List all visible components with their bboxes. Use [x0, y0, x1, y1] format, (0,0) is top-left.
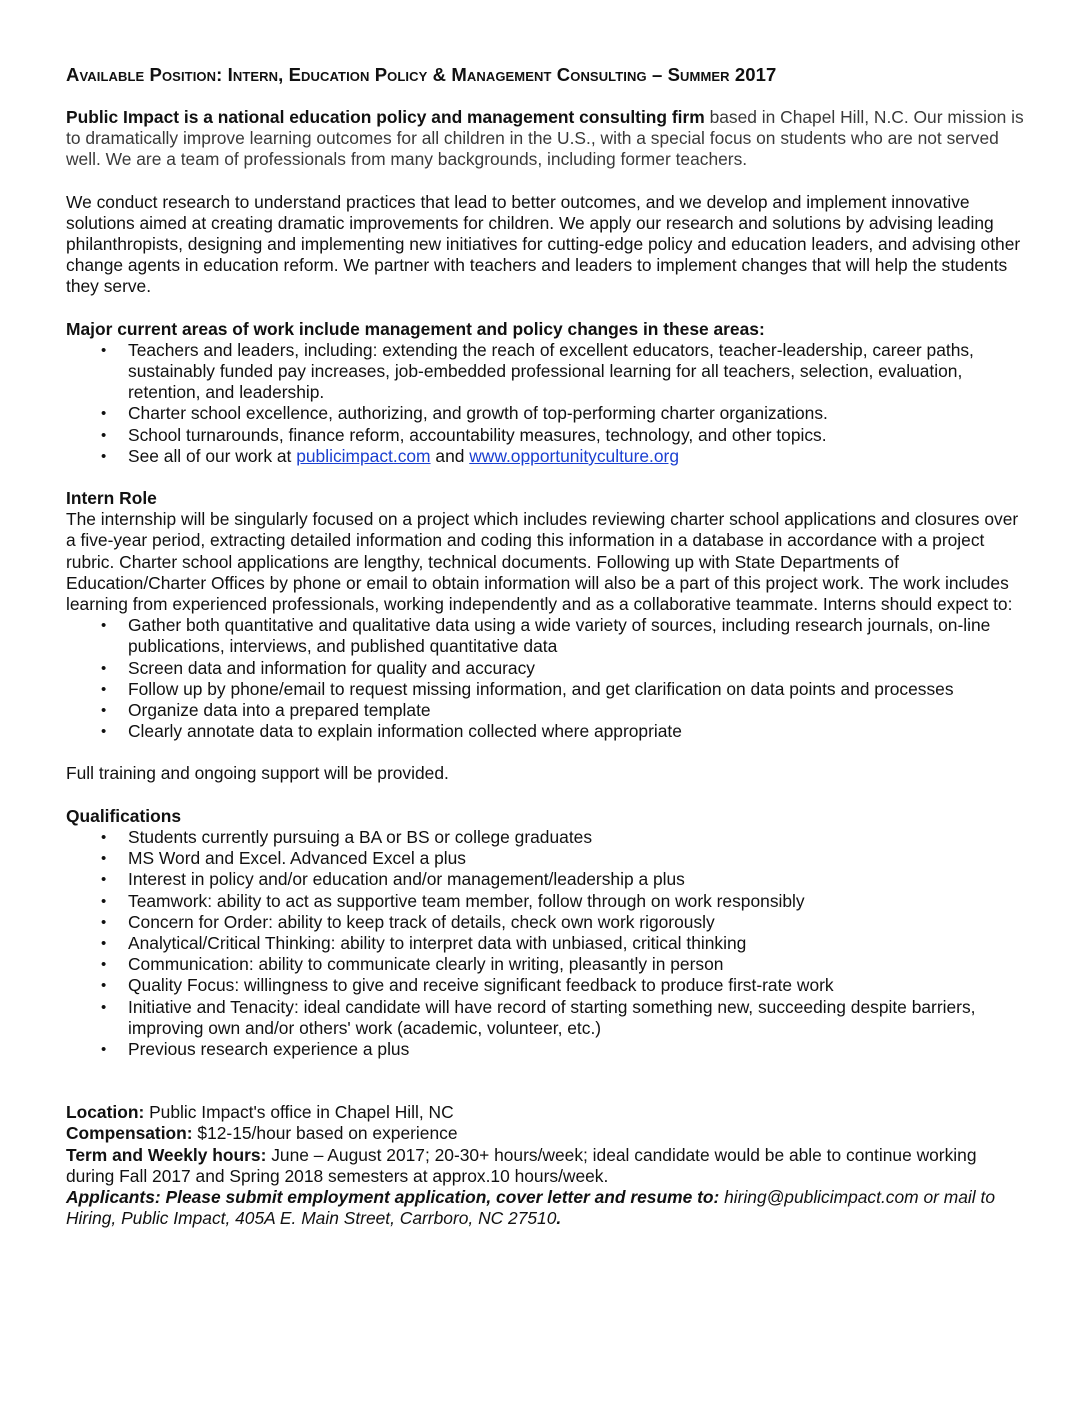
- section-gap: [66, 1081, 1028, 1102]
- work-areas-section: [66, 319, 1028, 467]
- list-item: • Interest in policy and/or education and/or management/leadership a plus: [66, 869, 1028, 890]
- list-item: • Communication: ability to communicate clearly in writing, pleasantly in person: [66, 954, 1028, 975]
- intro-rest: based in Chapel Hill, N.C. Our mission is to dramatically improve learning outcomes for all children in the U.S., with a special focus on students who are not served well. We are a team of professionals from many backgrounds, including former teachers.: [66, 107, 1024, 170]
- list-item: • Analytical/Critical Thinking: ability to interpret data with unbiased, critical thinking: [66, 933, 1028, 954]
- research-paragraph: We conduct research to understand practices that lead to better outcomes, and we develop and implement innovative solutions aimed at creating dramatic improvements for children. We apply our research and solutions by advising leading philanthropists, designing and implementing new initiatives for cutting-edge policy and education leaders, and advising other change agents in education reform. We partner with teachers and leaders to implement changes that will help the students they serve.: [66, 191, 1021, 297]
- intro-paragraph: [66, 107, 1028, 171]
- applicants-line: [66, 1187, 1028, 1229]
- intern-role-heading: Intern Role: [66, 488, 157, 509]
- intro-bold-lead: Public Impact is a national education policy and management consulting firm: [66, 107, 705, 127]
- list-item: • Clearly annotate data to explain information collected where appropriate: [66, 721, 1028, 742]
- applicants-end: .: [556, 1208, 562, 1229]
- title-text: Available Position: Intern, Education Policy & Management Consulting – Summer 2017: [66, 64, 777, 85]
- compensation-line: [66, 1123, 1028, 1144]
- list-item: • Quality Focus: willingness to give and receive significant feedback to produce first-rate work: [66, 975, 1028, 996]
- qualifications-list: [66, 827, 1028, 1060]
- list-item: • Concern for Order: ability to keep track of details, check own work rigorously: [66, 912, 1028, 933]
- see-all-prefix: See all of our work at: [128, 445, 297, 466]
- list-item: • Gather both quantitative and qualitative data using a wide variety of sources, including research journals, on-line publications, interviews, and published quantitative data: [66, 615, 1028, 657]
- list-item: • School turnarounds, finance reform, accountability measures, technology, and other topics.: [66, 425, 1028, 446]
- qualifications-section: [66, 806, 1028, 1060]
- work-areas-heading: Major current areas of work include management and policy changes in these areas:: [66, 318, 765, 339]
- list-item: • MS Word and Excel. Advanced Excel a plus: [66, 848, 1028, 869]
- opportunityculture-link[interactable]: www.opportunityculture.org: [469, 445, 680, 466]
- list-item: • Organize data into a prepared template: [66, 700, 1028, 721]
- location-line: [66, 1102, 1028, 1123]
- applicants-label: Applicants: Please submit employment application, cover letter and resume to:: [66, 1186, 720, 1207]
- list-item: • Follow up by phone/email to request missing information, and get clarification on data points and processes: [66, 679, 1028, 700]
- list-item: • Teamwork: ability to act as supportive team member, follow through on work responsibly: [66, 891, 1028, 912]
- list-item: • Charter school excellence, authorizing, and growth of top-performing charter organizations.: [66, 403, 1028, 424]
- qualifications-heading: Qualifications: [66, 805, 181, 826]
- term-value: June – August 2017; 20-30+ hours/week; ideal candidate would be able to continue working during Fall 2017 and Spring 2018 semesters at approx.10 hours/week.: [66, 1144, 977, 1186]
- work-areas-list: [66, 340, 1028, 467]
- intern-role-list: [66, 615, 1028, 742]
- list-item: [66, 446, 1028, 467]
- training-note: Full training and ongoing support will be provided.: [66, 763, 449, 784]
- compensation-value: $12-15/hour based on experience: [192, 1123, 458, 1144]
- list-item: • Initiative and Tenacity: ideal candidate will have record of starting something new, succeeding despite barriers, improving own and/or others' work (academic, volunteer, etc.): [66, 997, 1028, 1039]
- location-value: Public Impact's office in Chapel Hill, NC: [144, 1102, 454, 1123]
- list-item: • Students currently pursuing a BA or BS or college graduates: [66, 827, 1028, 848]
- publicimpact-link[interactable]: publicimpact.com: [296, 445, 431, 466]
- term-label: Term and Weekly hours:: [66, 1144, 267, 1165]
- intern-role-body: The internship will be singularly focused on a project which includes reviewing charter school applications and closures over a five-year period, extracting detailed information and coding this information in a database in accordance with a project rubric. Charter school applications are lengthy, technical documents. Following up with State Departments of Education/Charter Offices by phone or email to obtain information will also be a part of this project work. The work includes learning from experienced professionals, working independently and as a collaborative teammate. Interns should expect to:: [66, 509, 1019, 615]
- intern-role-section: [66, 488, 1028, 742]
- location-label: Location:: [66, 1102, 145, 1123]
- page-title: [66, 64, 1028, 86]
- list-item: • Screen data and information for quality and accuracy: [66, 658, 1028, 679]
- list-item: • Teachers and leaders, including: extending the reach of excellent educators, teacher-leadership, career paths, sustainably funded pay increases, job-embedded professional learning for all teachers, selection, evaluation, retention, and leadership.: [66, 340, 1028, 404]
- compensation-label: Compensation:: [66, 1123, 193, 1144]
- and-text: and: [430, 445, 470, 466]
- term-line: [66, 1145, 1028, 1187]
- applicants-value: hiring@publicimpact.com or mail to Hiring, Public Impact, 405A E. Main Street, Carrboro, NC 27510: [66, 1186, 995, 1229]
- list-item: • Previous research experience a plus: [66, 1039, 1028, 1060]
